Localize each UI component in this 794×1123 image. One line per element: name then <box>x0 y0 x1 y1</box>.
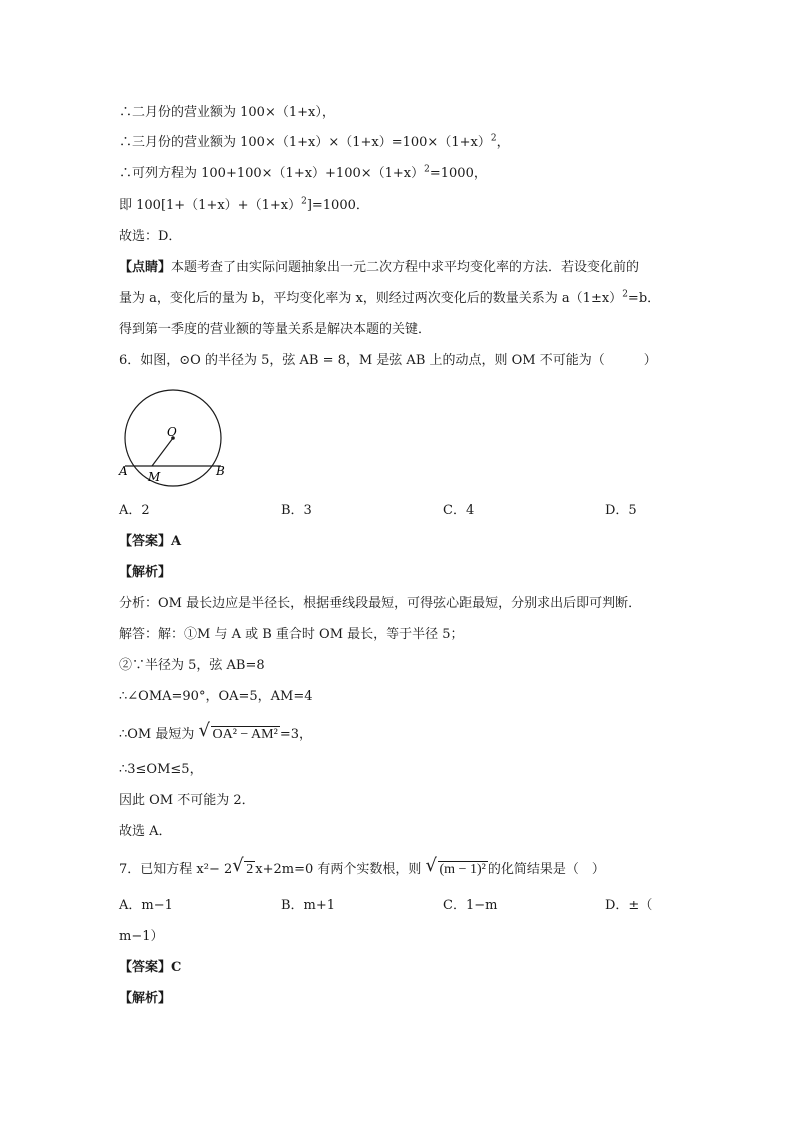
q7-text-1: 7．已知方程 x²− 2 <box>119 862 233 877</box>
analysis-line-1: 分析：OM 最长边应是半径长，根据垂线段最短，可得弦心距最短，分别求出后即可判断． <box>119 596 642 611</box>
circle-figure <box>115 388 235 493</box>
analysis-line-4: ∴∠OMA=90°，OA=5，AM=4 <box>119 689 313 704</box>
analysis-line-6: ∴3≤OM≤5， <box>119 762 203 777</box>
q7-analysis-tag: 【解析】 <box>119 991 172 1006</box>
exponent: 2 <box>301 196 307 207</box>
q6-option-a: A．2 <box>119 503 150 518</box>
q7-option-c: C．1−m <box>443 898 498 913</box>
analysis-line-3: ②∵半径为 5，弦 AB=8 <box>119 658 265 673</box>
line-2-text: ∴三月份的营业额为 100×（1+x）×（1+x）=100×（1+x） <box>119 135 491 150</box>
q7-answer: 【答案】C <box>119 960 182 975</box>
solution-line-5: 故选：D． <box>119 229 182 244</box>
segment-om <box>152 438 173 466</box>
comment-text-2-end: =b． <box>627 291 661 306</box>
exponent: 2 <box>424 164 430 175</box>
square-root-m: √ (m − 1)² <box>425 855 486 877</box>
analysis-line-5 <box>119 720 312 744</box>
solution-line-4 <box>119 197 369 215</box>
q7-option-d-continued: m−1） <box>119 929 164 944</box>
comment-text: 本题考查了由实际问题抽象出一元二次方程中求平均变化率的方法．若设变化前的 <box>171 260 640 275</box>
q6-option-d: D．5 <box>605 503 637 518</box>
analysis-line-8: 故选 A． <box>119 824 172 839</box>
solution-line-1: ∴二月份的营业额为 100×（1+x）， <box>119 105 335 120</box>
comment-text-2: 量为 a，变化后的量为 b，平均变化率为 x，则经过两次变化后的数量关系为 a（1±x） <box>119 291 623 306</box>
square-root-2: √ 2 <box>232 855 254 877</box>
q7-option-d: D．±（ <box>605 898 653 913</box>
solution-line-3 <box>119 165 487 183</box>
comment-tag: 【点睛】 <box>119 260 172 275</box>
q7-option-a: A．m−1 <box>119 898 173 913</box>
q6-analysis-tag: 【解析】 <box>119 565 172 580</box>
radicand-m: (m − 1)² <box>439 862 486 877</box>
line-4-end: ]=1000． <box>306 198 369 213</box>
label-o: O <box>167 425 177 439</box>
q6-option-b: B．3 <box>281 503 312 518</box>
label-m: M <box>148 470 161 484</box>
line-5-text: ∴OM 最短为 <box>119 727 195 742</box>
question-6: 6．如图，⊙O 的半径为 5，弦 AB = 8，M 是弦 AB 上的动点，则 OM 不可能为（ ） <box>119 353 657 368</box>
comment-line-3: 得到第一季度的营业额的等量关系是解决本题的关键． <box>119 322 432 337</box>
line-3-text: ∴可列方程为 100+100×（1+x）+100×（1+x） <box>119 166 425 181</box>
square-root-expr: √ OA² − AM² <box>198 720 278 742</box>
comment-line-1 <box>119 259 639 277</box>
comment-line-2 <box>119 290 660 308</box>
solution-line-2 <box>119 134 510 152</box>
label-b: B <box>216 464 225 478</box>
q6-answer: 【答案】A <box>119 534 182 549</box>
radicand-2: 2 <box>246 862 254 877</box>
radicand: OA² − AM² <box>212 727 278 742</box>
exponent: 2 <box>622 289 628 300</box>
exponent: 2 <box>490 133 497 144</box>
q6-option-c: C．4 <box>443 503 475 518</box>
question-7 <box>119 855 605 879</box>
q7-option-b: B．m+1 <box>281 898 336 913</box>
line-3-end: =1000， <box>429 166 487 181</box>
analysis-line-2: 解答：解：①M 与 A 或 B 重合时 OM 最长，等于半径 5； <box>119 627 464 642</box>
q7-text-2: x+2m=0 有两个实数根，则 <box>255 862 422 877</box>
analysis-line-7: 因此 OM 不可能为 2． <box>119 793 255 808</box>
label-a: A <box>119 464 128 478</box>
line-5-end: =3， <box>279 727 312 742</box>
q7-text-3: 的化简结果是（ ） <box>487 862 605 877</box>
line-2-end: ， <box>496 135 510 150</box>
line-4-text: 即 100[1+（1+x）+（1+x） <box>119 198 302 213</box>
